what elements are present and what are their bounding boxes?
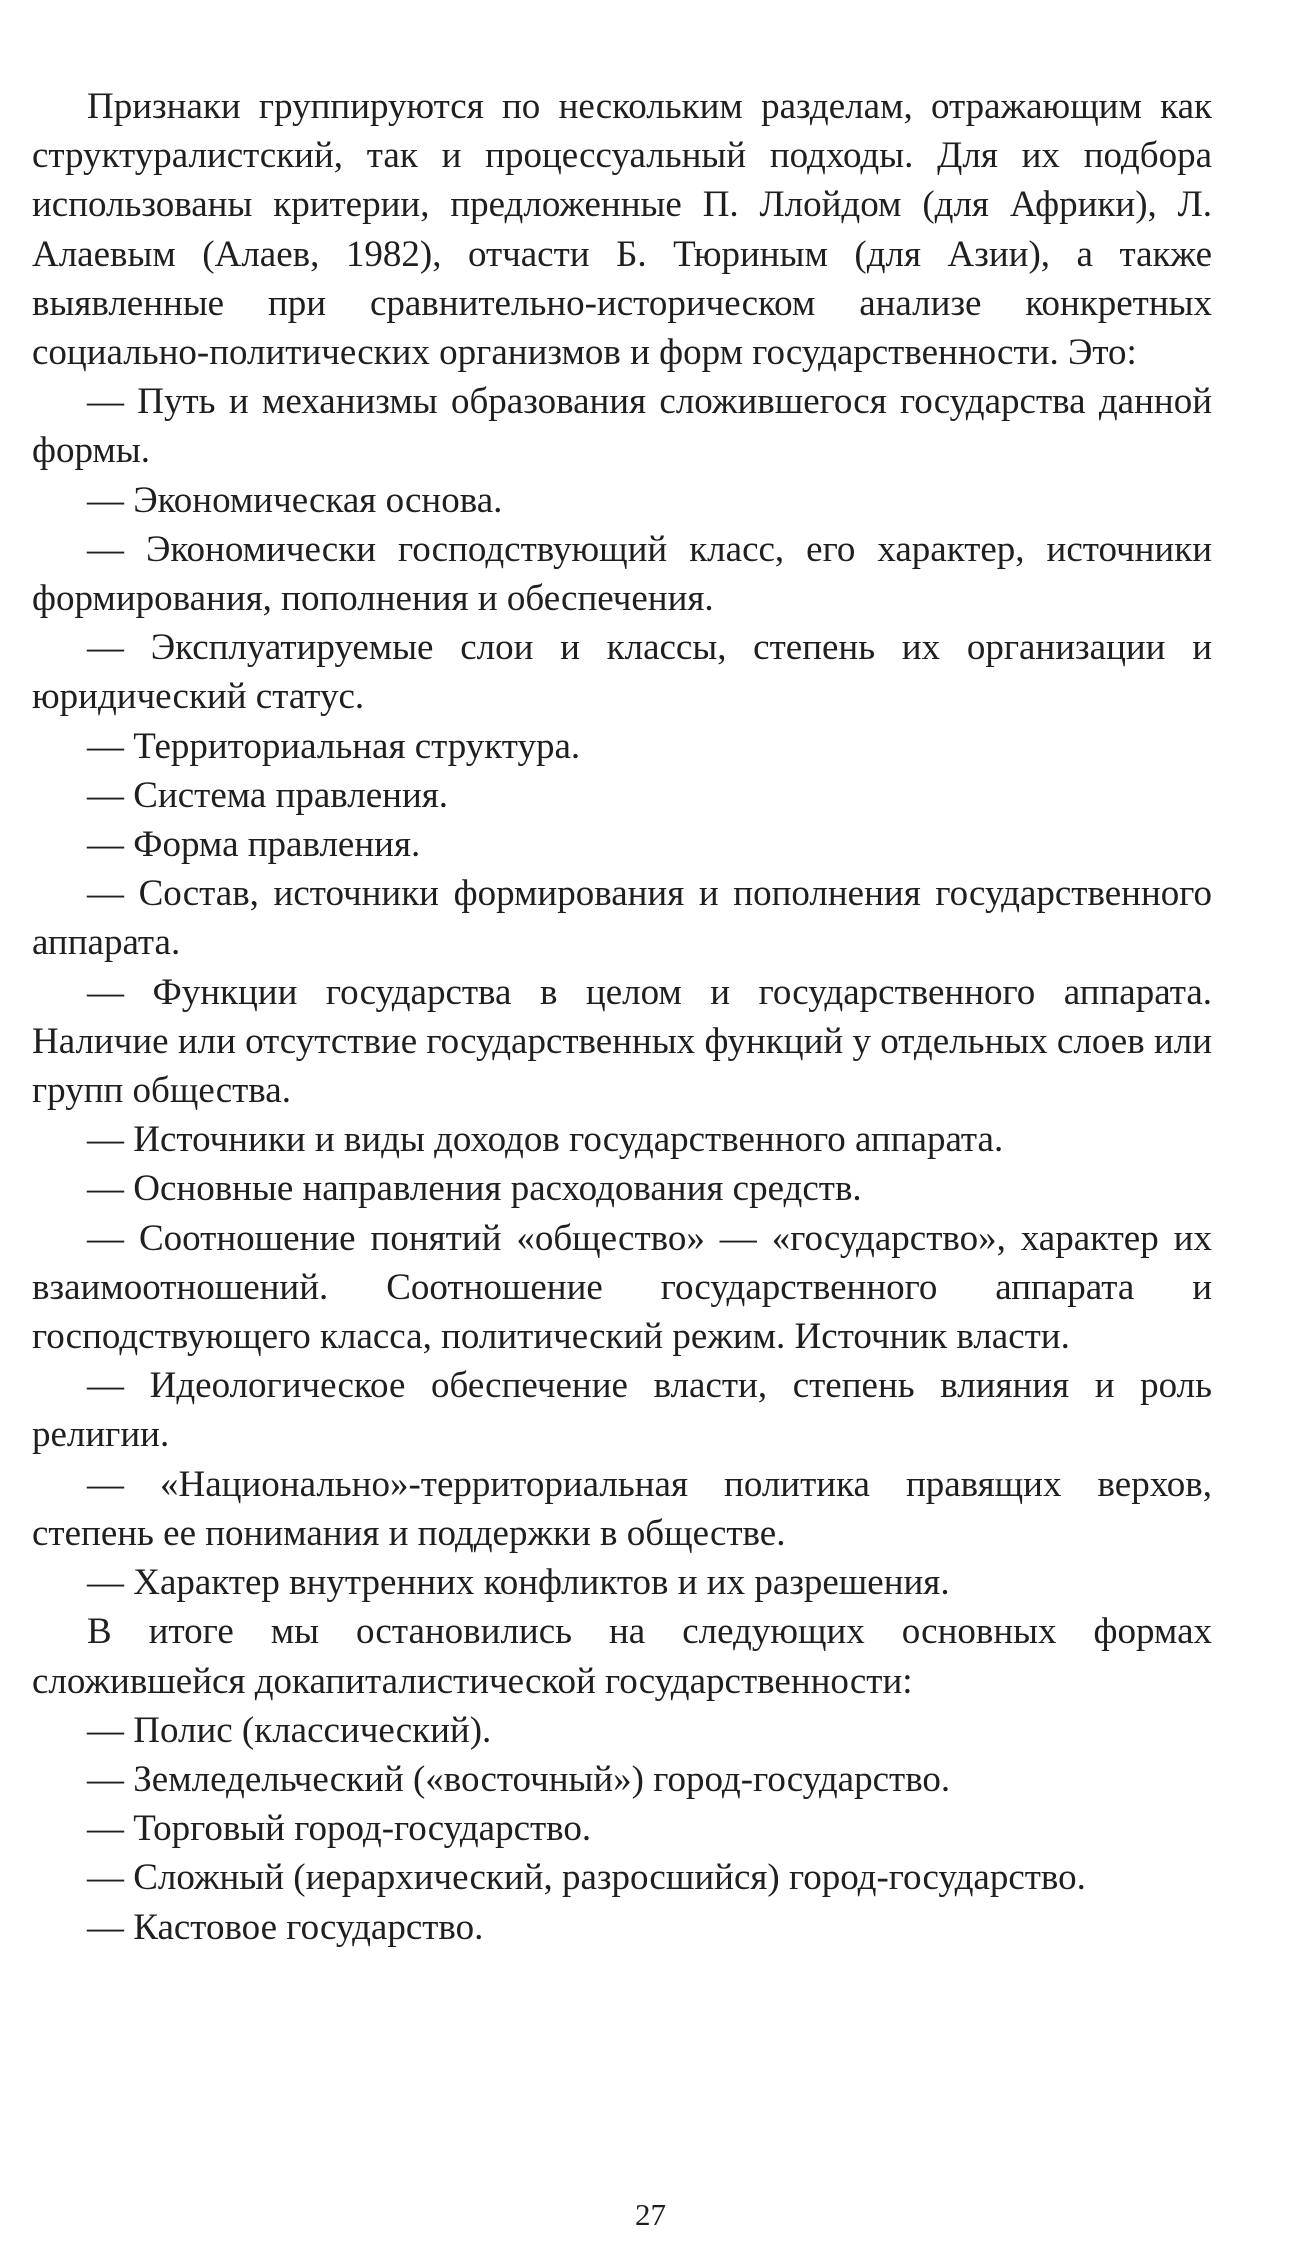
criteria-item-10: — Источники и виды доходов государственного аппарата. bbox=[87, 1119, 1004, 1161]
conclusion-paragraph: В итоге мы остановились на следующих основных формах сложившейся докапиталистической государственности: bbox=[32, 1611, 1212, 1702]
form-item-2: — Земледельческий («восточный») город-государство. bbox=[87, 1758, 951, 1800]
criteria-item-2: — Экономическая основа. bbox=[87, 479, 503, 521]
page-number: 27 bbox=[635, 2197, 666, 2232]
form-item-5: — Кастовое государство. bbox=[87, 1906, 484, 1948]
criteria-item-9: — Функции государства в целом и государственного аппарата. Наличие или отсутствие государственных функций у отдельных слоев или групп общества. bbox=[32, 971, 1212, 1112]
criteria-item-1: — Путь и механизмы образования сложившегося государства данной формы. bbox=[32, 381, 1212, 472]
form-item-4: — Сложный (иерархический, разросшийся) город-государство. bbox=[87, 1857, 1086, 1899]
criteria-item-4: — Эксплуатируемые слои и классы, степень их организации и юридический статус. bbox=[32, 627, 1212, 718]
form-item-1: — Полис (классический). bbox=[87, 1709, 492, 1751]
criteria-item-5: — Территориальная структура. bbox=[87, 725, 581, 767]
intro-paragraph: Признаки группируются по нескольким разделам, отражающим как структуралистский, так и процессуальный подходы. Для их подбора использованы критерии, предложенные П. Ллойдом (для Африки), Л. Алаевым (Алаев, 1982), отчасти Б. Тюриным (для Азии), а также выявленные при сравнительно-историческом анализе конкретных социально-политических организмов и форм государственности. Это: bbox=[32, 86, 1212, 374]
criteria-item-8: — Состав, источники формирования и пополнения государственного аппарата. bbox=[32, 873, 1212, 964]
criteria-item-6: — Система правления. bbox=[87, 774, 449, 816]
criteria-item-15: — Характер внутренних конфликтов и их разрешения. bbox=[87, 1562, 950, 1604]
body-text bbox=[32, 82, 1212, 1952]
criteria-item-7: — Форма правления. bbox=[87, 824, 421, 866]
criteria-item-12: — Соотношение понятий «общество» — «государство», характер их взаимоотношений. Соотношение государственного аппарата и господствующего класса, политический режим. Источник власти. bbox=[32, 1217, 1212, 1358]
criteria-item-11: — Основные направления расходования средств. bbox=[87, 1168, 862, 1210]
criteria-item-3: — Экономически господствующий класс, его характер, источники формирования, пополнения и обеспечения. bbox=[32, 528, 1212, 620]
form-item-3: — Торговый город-государство. bbox=[87, 1808, 592, 1850]
criteria-item-14: — «Национально»-территориальная политика правящих верхов, степень ее понимания и поддержки в обществе. bbox=[32, 1463, 1212, 1554]
criteria-item-13: — Идеологическое обеспечение власти, степень влияния и роль религии. bbox=[32, 1365, 1212, 1456]
